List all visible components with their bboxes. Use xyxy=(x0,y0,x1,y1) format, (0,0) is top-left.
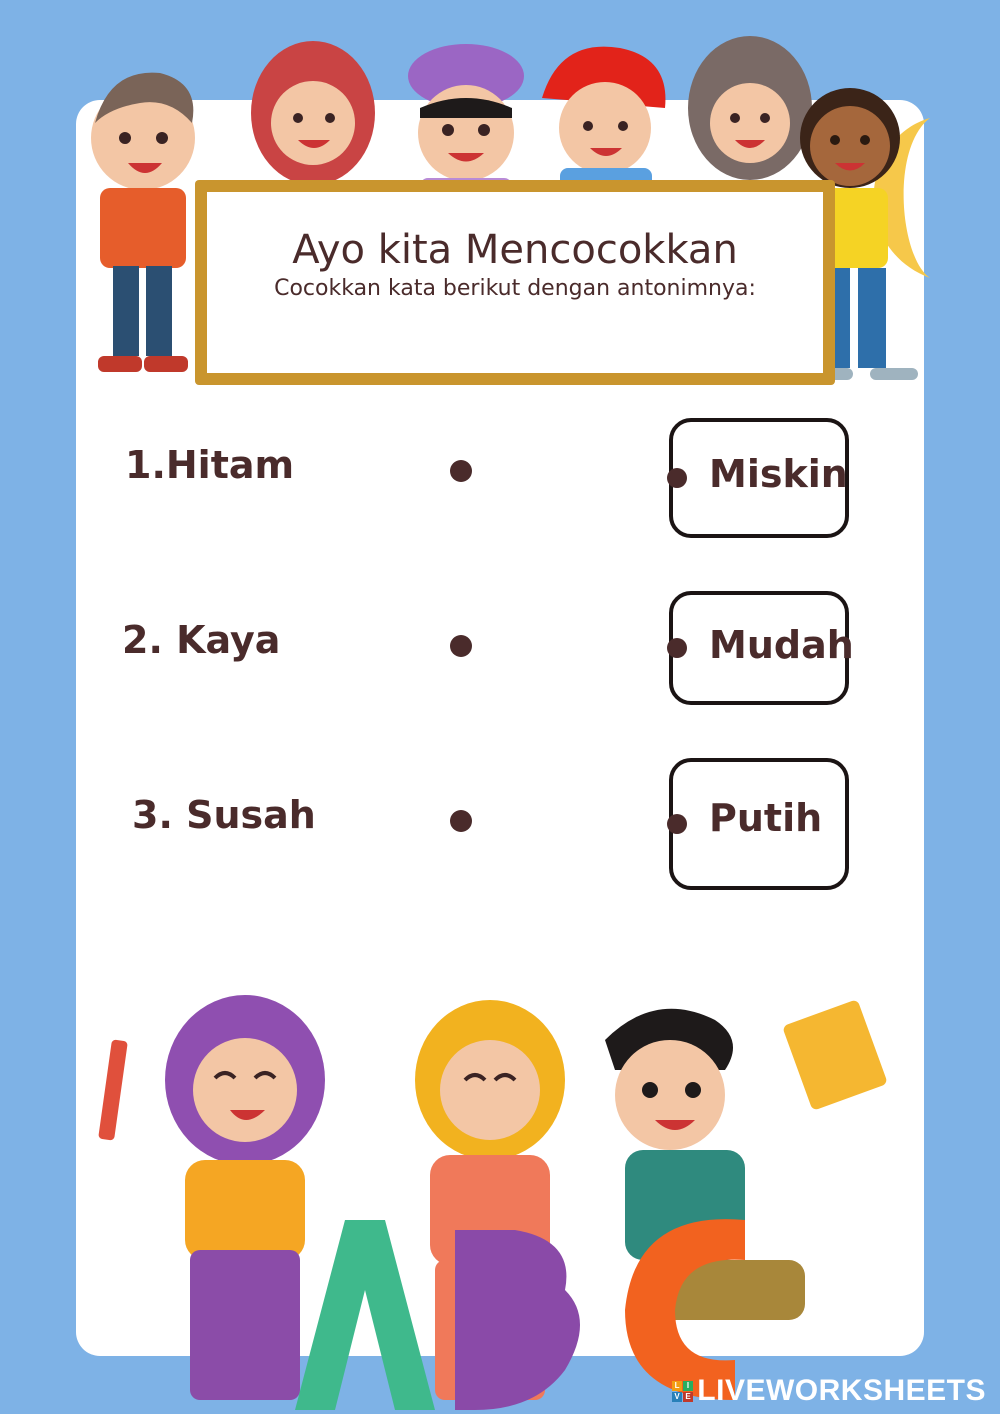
answer-3-match-dot[interactable] xyxy=(667,814,687,834)
bottom-kids-abc-illustration xyxy=(95,990,915,1414)
page-title: Ayo kita Mencocokkan xyxy=(292,227,738,273)
question-1-match-dot[interactable] xyxy=(450,460,472,482)
answer-2-match-dot[interactable] xyxy=(667,638,687,658)
question-3: 3. Susah xyxy=(132,793,316,837)
question-1: 1.Hitam xyxy=(125,443,295,487)
answer-box-3[interactable] xyxy=(669,758,849,890)
watermark-text: LIVEWORKSHEETS xyxy=(697,1374,986,1407)
title-board-inner xyxy=(207,192,823,373)
liveworksheets-logo-icon: L I V E xyxy=(672,1381,693,1402)
instruction-text: Cocokkan kata berikut dengan antonimnya: xyxy=(274,276,756,301)
title-board xyxy=(195,180,835,385)
question-3-match-dot[interactable] xyxy=(450,810,472,832)
answer-box-2[interactable] xyxy=(669,591,854,705)
question-2-match-dot[interactable] xyxy=(450,635,472,657)
answer-3-label: Putih xyxy=(709,796,823,840)
answer-1-match-dot[interactable] xyxy=(667,468,687,488)
answer-box-1[interactable] xyxy=(669,418,849,538)
liveworksheets-watermark xyxy=(672,1374,986,1408)
answer-2-label: Mudah xyxy=(709,623,854,667)
question-2: 2. Kaya xyxy=(122,618,281,662)
answer-1-label: Miskin xyxy=(709,452,848,496)
